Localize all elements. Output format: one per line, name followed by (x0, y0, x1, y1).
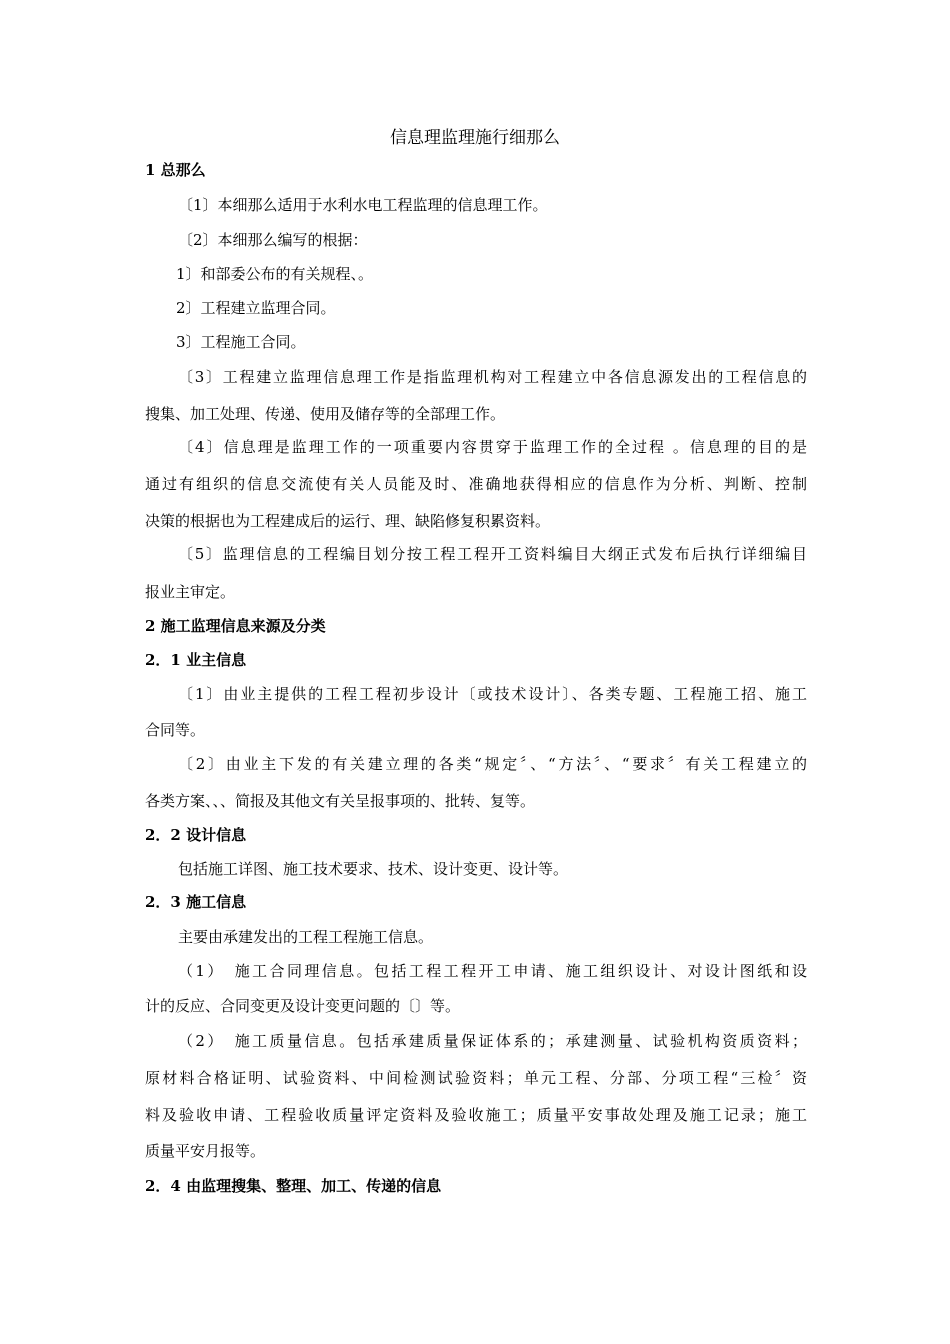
subsection-heading: 2．3 施工信息 (145, 893, 247, 911)
paragraph-line: 原材料合格证明、试验资料、中间检测试验资料；单元工程、分部、分项工程“三检〞资 (145, 1069, 807, 1087)
paragraph-line: 报业主审定。 (145, 583, 236, 601)
paragraph-line: 通过有组织的信息交流使有关人员能及时、准确地获得相应的信息作为分析、判断、控制 (145, 475, 807, 493)
subsection-heading: 2．2 设计信息 (145, 826, 247, 844)
paragraph-line: 料及验收申请、工程验收质量评定资料及验收施工；质量平安事故处理及施工记录；施工 (145, 1106, 807, 1124)
paragraph-line: 计的反应、合同变更及设计变更问题的〔〕等。 (145, 997, 461, 1015)
paragraph-line: 搜集、加工处理、传递、使用及储存等的全部理工作。 (145, 405, 506, 423)
paragraph-line: 合同等。 (145, 721, 206, 739)
list-item: 1〕和部委公布的有关规程、。 (176, 265, 374, 283)
paragraph-line: 〔4〕信息理是监理工作的一项重要内容贯穿于监理工作的全过程 。信息理的目的是 (178, 438, 807, 456)
paragraph-line: （2） 施工质量信息。包括承建质量保证体系的；承建测量、试验机构资质资料； (178, 1032, 807, 1050)
document-title: 信息理监理施行细那么 (390, 128, 560, 148)
section-heading: 2 施工监理信息来源及分类 (145, 617, 326, 635)
paragraph-line: 〔3〕工程建立监理信息理工作是指监理机构对工程建立中各信息源发出的工程信息的 (178, 368, 807, 386)
section-heading: 1 总那么 (145, 161, 206, 179)
list-item: 2〕工程建立监理合同。 (176, 299, 336, 317)
list-item: 3〕工程施工合同。 (176, 333, 306, 351)
paragraph-line: 〔1〕由业主提供的工程工程初步设计〔或技术设计〕、各类专题、工程施工招、施工 (178, 685, 807, 703)
paragraph-line: 质量平安月报等。 (145, 1142, 266, 1160)
paragraph-line: 〔2〕由业主下发的有关建立理的各类“规定〞、“方法〞、“要求〞有关工程建立的 (178, 755, 807, 773)
subsection-heading: 2．1 业主信息 (145, 651, 247, 669)
paragraph-line: 主要由承建发出的工程工程施工信息。 (178, 928, 434, 946)
paragraph-line: 〔1〕本细那么适用于水利水电工程监理的信息理工作。 (178, 196, 548, 214)
subsection-heading: 2．4 由监理搜集、整理、加工、传递的信息 (145, 1177, 442, 1195)
paragraph-line: 决策的根据也为工程建成后的运行、理、缺陷修复积累资料。 (145, 512, 551, 530)
paragraph-line: 各类方案、、、简报及其他文有关呈报事项的、批转、复等。 (145, 792, 536, 810)
paragraph-line: 包括施工详图、施工技术要求、技术、设计变更、设计等。 (178, 860, 569, 878)
paragraph-line: （1） 施工合同理信息。包括工程工程开工申请、施工组织设计、对设计图纸和设 (178, 962, 807, 980)
paragraph-line: 〔5〕监理信息的工程编目划分按工程工程开工资料编目大纲正式发布后执行详细编目 (178, 545, 807, 563)
paragraph-line: 〔2〕本细那么编写的根据： (178, 231, 368, 249)
